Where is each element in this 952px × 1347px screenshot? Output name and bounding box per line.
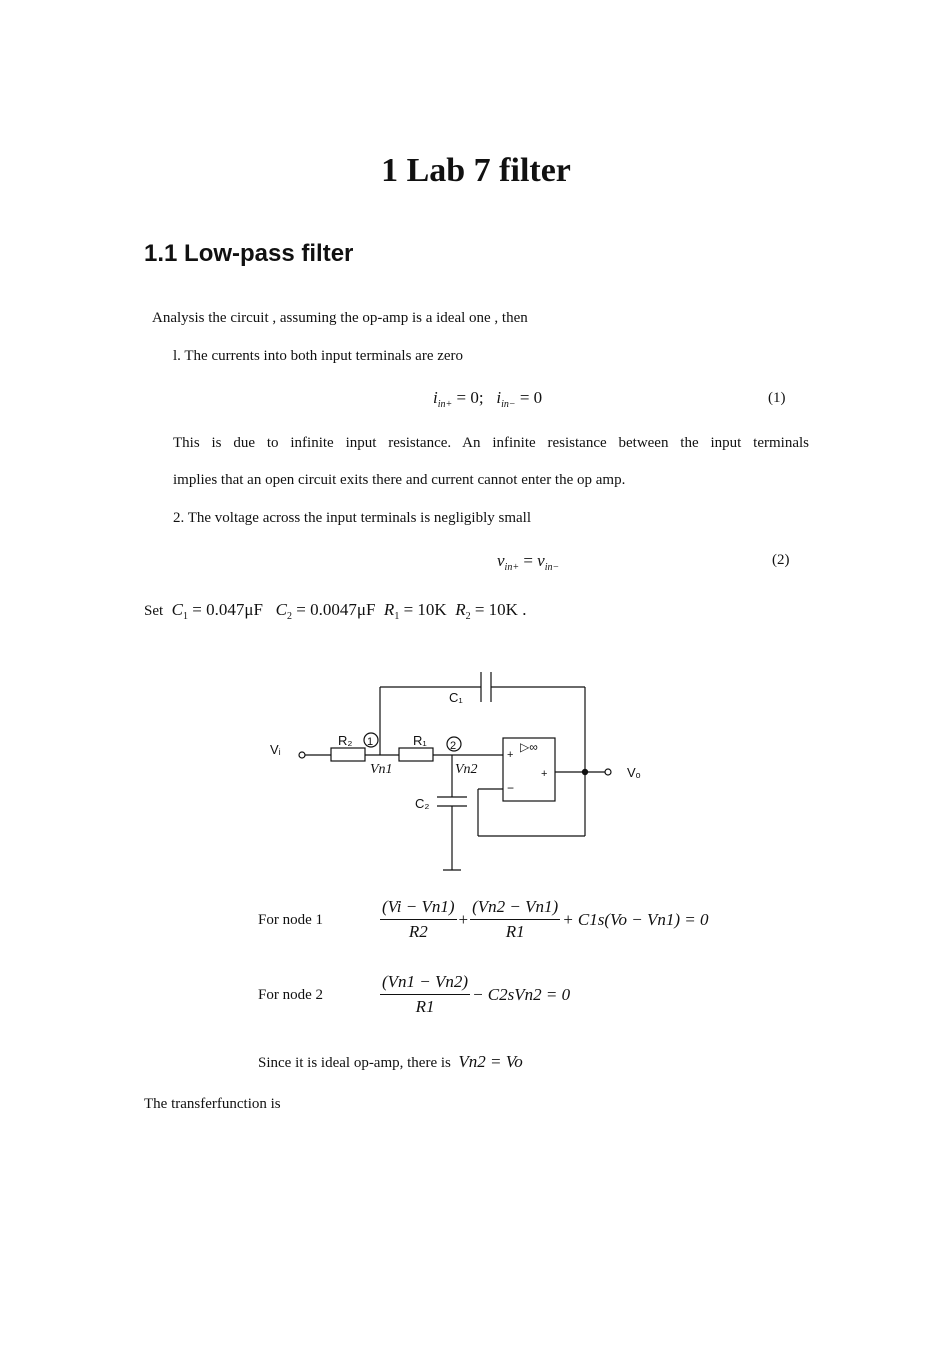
c2-value: = 0.0047μF xyxy=(292,600,376,619)
c1-symbol: C xyxy=(171,600,184,619)
node-2-fraction-denominator: R1 xyxy=(415,997,435,1016)
eq1-sub-minus: in− xyxy=(501,399,516,410)
node-2-equation xyxy=(380,972,570,1017)
section-heading: 1.1 Low-pass filter xyxy=(144,240,354,267)
r1-resistor xyxy=(399,748,433,761)
op-amp-plus-output: + xyxy=(541,768,548,780)
node-1-tail: + C1s(Vo − Vn1) = 0 xyxy=(562,909,709,929)
c1-sub: 1 xyxy=(183,611,189,622)
node-1-fraction-1-numerator: (Vi − Vn1) xyxy=(380,897,457,920)
transfer-function-text: The transferfunction is xyxy=(144,1096,281,1112)
vo-label: Vₒ xyxy=(627,765,641,780)
r2-sub: 2 xyxy=(465,611,471,622)
node-1-fraction-2 xyxy=(470,897,560,942)
node-1-heading: For node 1 xyxy=(258,912,323,928)
eq1-mid: = 0; xyxy=(452,388,497,407)
vo-terminal xyxy=(605,769,611,775)
vi-label: Vᵢ xyxy=(270,742,281,757)
r2-value: = 10K . xyxy=(470,600,527,619)
eq2-sub-plus: in+ xyxy=(504,562,520,573)
ideal-opamp-line xyxy=(258,1052,523,1072)
r1-label: R₁ xyxy=(413,733,427,748)
intro-text: Analysis the circuit , assuming the op-amp is a ideal one , then xyxy=(152,310,528,326)
eq2-v-plus: v xyxy=(497,551,505,570)
r2-symbol: R xyxy=(455,600,466,619)
explain-line-1: This is due to infinite input resistance. An infinite resistance between the input terminals xyxy=(173,435,809,451)
r1-value: = 10K xyxy=(399,600,447,619)
equation-1-number: (1) xyxy=(768,390,786,406)
point-2-text: 2. The voltage across the input terminals is negligibly small xyxy=(173,510,531,526)
r2-label: R₂ xyxy=(338,733,353,748)
node-2-heading: For node 2 xyxy=(258,987,323,1003)
c2-label: C₂ xyxy=(415,796,430,811)
explain-line-2: implies that an open circuit exits there and current cannot enter the op amp. xyxy=(173,472,626,488)
op-amp-plus-input: + xyxy=(507,749,514,761)
node-1-fraction-1 xyxy=(380,897,457,942)
node-2-label: 2 xyxy=(450,740,457,752)
op-amp-minus-input: − xyxy=(507,781,515,795)
node-1-fraction-2-denominator: R1 xyxy=(505,922,525,941)
r1-sub: 1 xyxy=(394,611,400,622)
node-1-fraction-1-denominator: R2 xyxy=(408,922,428,941)
vn2-label: Vn2 xyxy=(455,762,478,777)
r1-symbol: R xyxy=(383,600,395,619)
eq2-equals: = xyxy=(519,551,538,570)
eq1-sub-plus: in+ xyxy=(437,399,453,410)
vn1-label: Vn1 xyxy=(370,762,393,777)
node-1-label: 1 xyxy=(367,736,374,748)
vi-terminal xyxy=(299,752,305,758)
eq1-rhs: = 0 xyxy=(515,388,543,407)
equation-2-number: (2) xyxy=(772,552,790,568)
eq1-i-minus: i xyxy=(496,388,502,407)
op-amp-symbol: ▷∞ xyxy=(520,740,538,754)
node-2-fraction xyxy=(380,972,470,1017)
set-prefix: Set xyxy=(144,603,164,619)
eq2-sub-minus: in− xyxy=(544,562,560,573)
node-2-fraction-numerator: (Vn1 − Vn2) xyxy=(380,972,470,995)
r2-resistor xyxy=(331,748,365,761)
eq2-v-minus: v xyxy=(537,551,545,570)
eq1-i-plus: i xyxy=(433,388,438,407)
c2-sub: 2 xyxy=(287,611,293,622)
point-1-text: l. The currents into both input terminals are zero xyxy=(173,348,464,364)
c1-label: C₁ xyxy=(449,690,463,705)
ideal-opamp-text: Since it is ideal op-amp, there is xyxy=(258,1055,451,1071)
page-title: 1 Lab 7 filter xyxy=(381,152,571,189)
node-2-tail: − C2sVn2 = 0 xyxy=(472,984,571,1004)
c2-symbol: C xyxy=(275,600,288,619)
node-1-equation: $\frac{(Vi - Vn1)}{R2}$ + $\frac{(Vn2 - Vn1)}{R1}$ + C1s(Vo − Vn1) = 0 xyxy=(382,897,709,941)
ideal-opamp-equation: Vn2 = Vo xyxy=(458,1052,523,1071)
c1-value: = 0.047μF xyxy=(188,600,263,619)
node-1-fraction-2-numerator: (Vn2 − Vn1) xyxy=(470,897,560,920)
